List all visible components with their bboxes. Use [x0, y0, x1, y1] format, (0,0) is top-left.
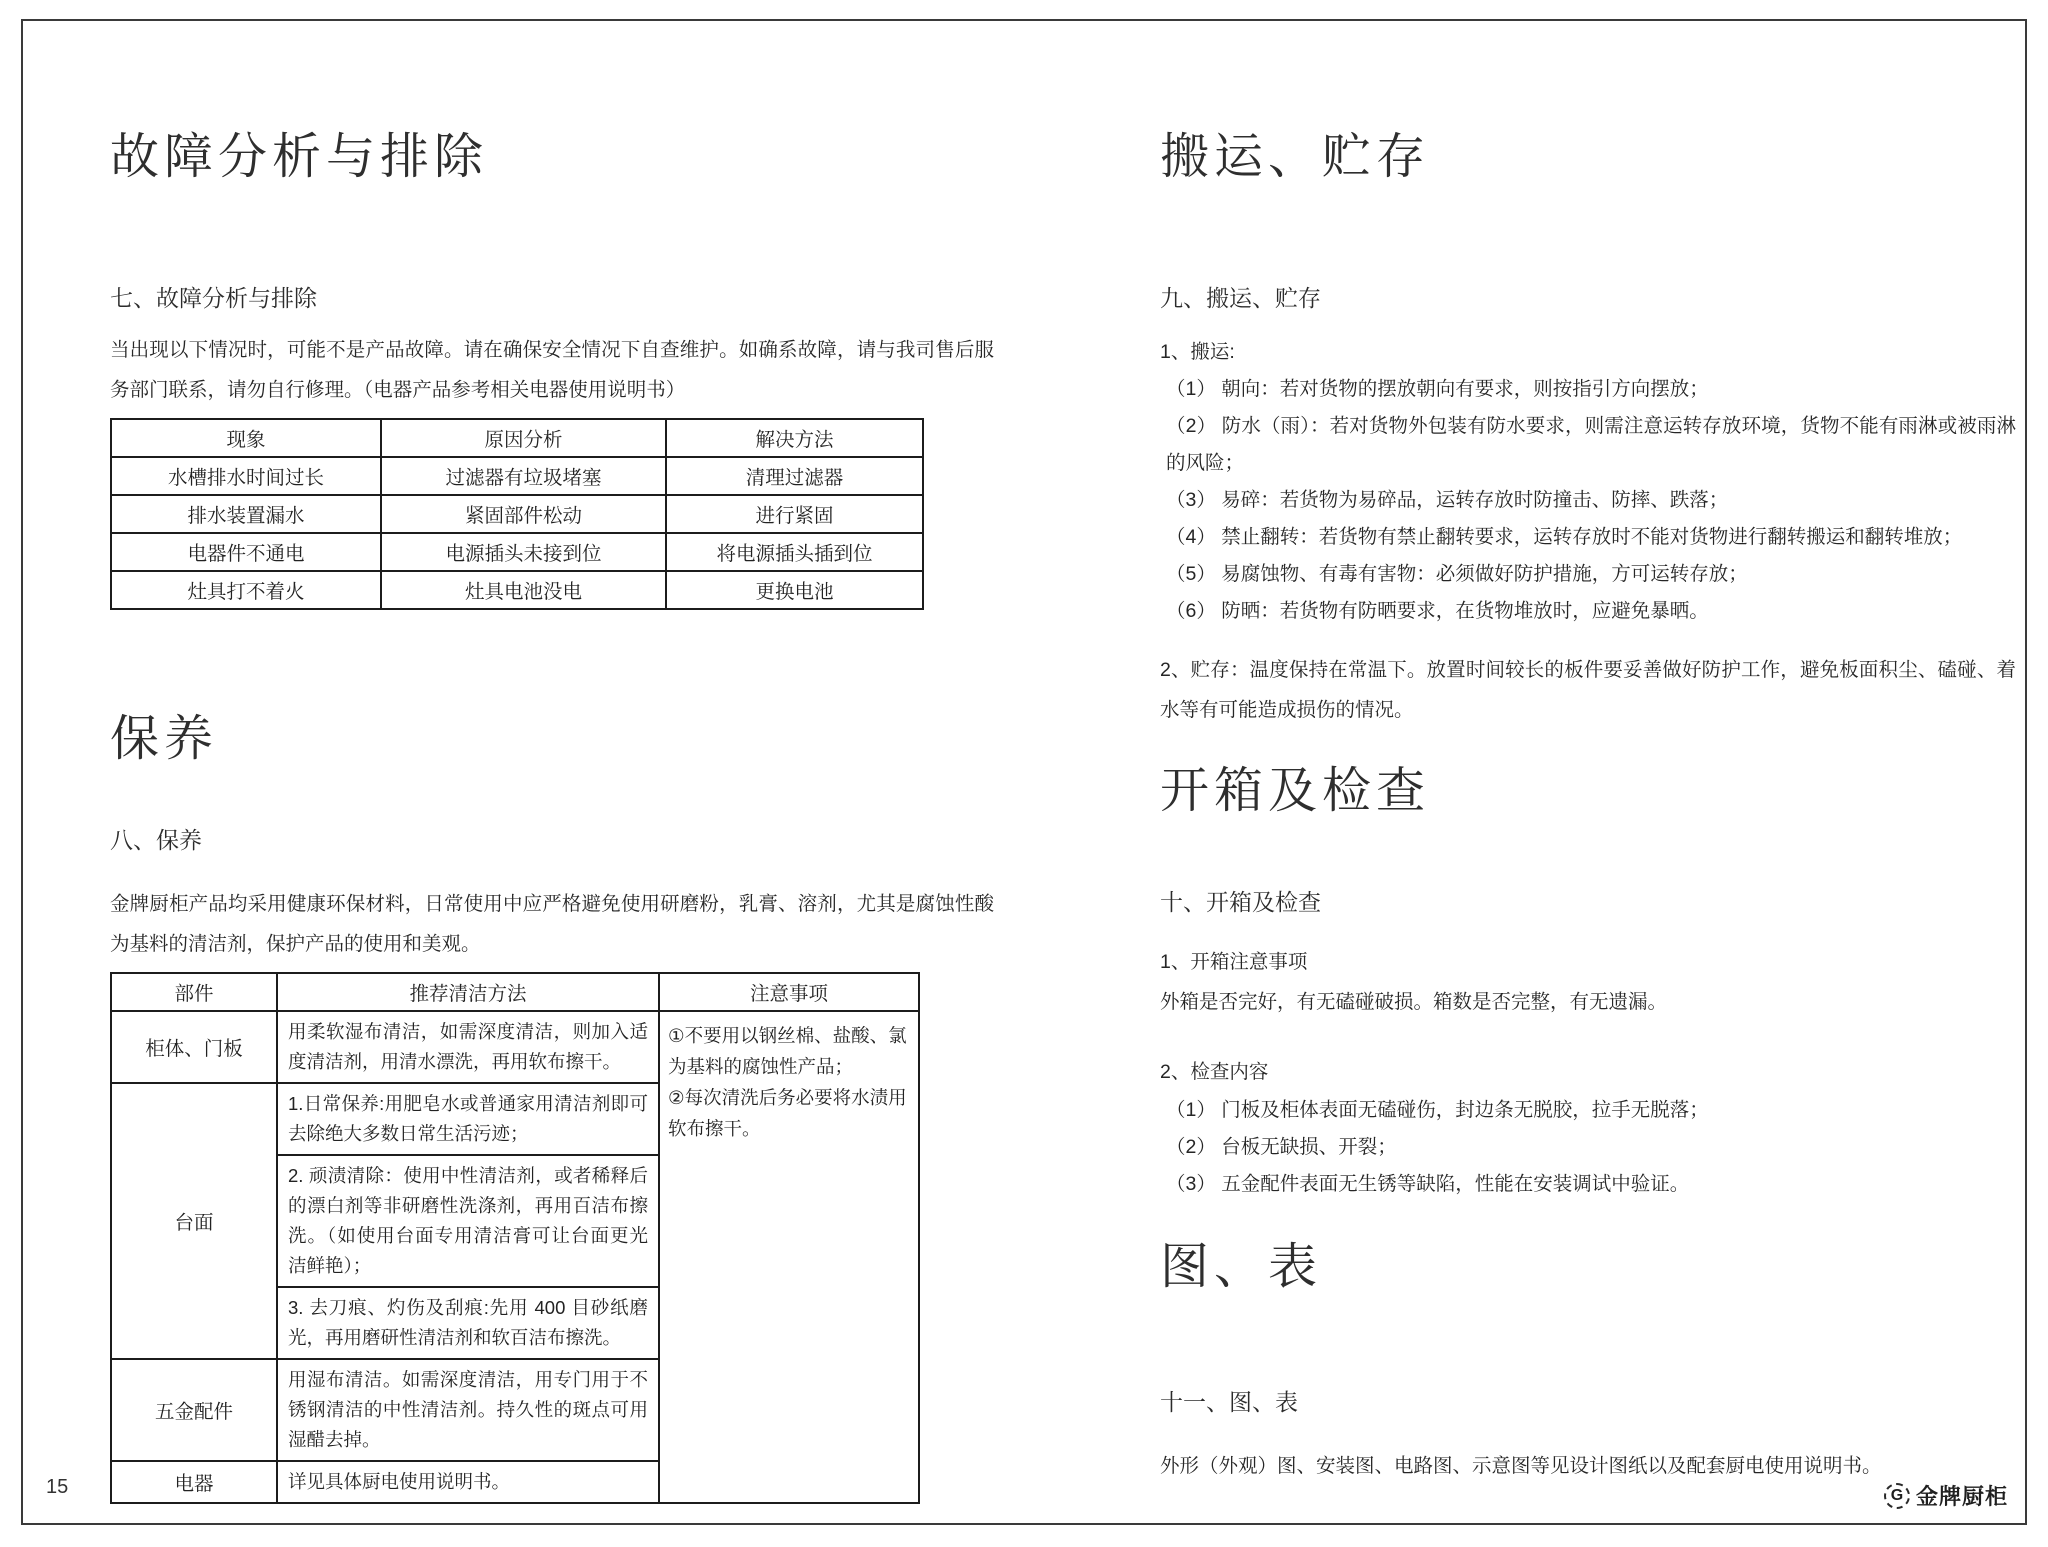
troubleshooting-intro: 当出现以下情况时，可能不是产品故障。请在确保安全情况下自查维护。如确系故障，请与我司售后服务部门联系，请勿自行修理。（电器产品参考相关电器使用说明书） [110, 339, 994, 401]
part-cell: 电器 [111, 1461, 277, 1503]
fault-table-header-row [111, 419, 923, 457]
table-cell: 紧固部件松动 [381, 495, 666, 533]
table-cell: 水槽排水时间过长 [111, 457, 381, 495]
table-row [111, 457, 923, 495]
note-item: ②每次清洗后务必要将水渍用软布擦干。 [668, 1087, 907, 1139]
table-cell: 电源插头未接到位 [381, 533, 666, 571]
unboxing-block [1160, 942, 2016, 1203]
list-item: （3） 五金配件表面无生锈等缺陷，性能在安装调试中验证。 [1166, 1173, 1690, 1195]
list-item: （2） 防水（雨）：若对货物外包装有防水要求，则需注意运转存放环境，货物不能有雨淋或被雨淋的风险； [1166, 415, 2016, 474]
page-number: 15 [46, 1476, 69, 1498]
table-header-cell: 推荐清洁方法 [277, 973, 659, 1011]
method-cell: 2. 顽渍清除：使用中性清洁剂，或者稀释后的漂白剂等非研磨性洗涤剂，再用百洁布擦洗。（如使用台面专用清洁膏可让台面更光洁鲜艳）； [277, 1155, 659, 1287]
list-item: （6） 防晒：若货物有防晒要求，在货物堆放时，应避免暴晒。 [1166, 600, 1709, 622]
heading-care: 八、保养 [110, 827, 202, 853]
table-cell: 电器件不通电 [111, 533, 381, 571]
list-item: （3） 易碎：若货物为易碎品，运转存放时防撞击、防摔、跌落； [1166, 489, 1729, 511]
brand-name: 金牌厨柜 [1916, 1484, 2009, 1509]
table-cell: 灶具电池没电 [381, 571, 666, 609]
section-title-unboxing: 开箱及检查 [1160, 764, 1431, 818]
notes-cell [659, 1011, 919, 1503]
table-cell: 灶具打不着火 [111, 571, 381, 609]
table-cell: 进行紧固 [666, 495, 923, 533]
brand-logo-icon: G [1884, 1483, 1910, 1509]
table-cell: 排水装置漏水 [111, 495, 381, 533]
part-cell: 柜体、门板 [111, 1011, 277, 1083]
heading-troubleshooting: 七、故障分析与排除 [110, 285, 317, 311]
list-item: （2） 台板无缺损、开裂； [1166, 1136, 1397, 1158]
section-title-figures: 图、表 [1160, 1240, 1323, 1294]
unboxing-sub2: 2、检查内容 [1160, 1061, 1269, 1083]
part-cell: 五金配件 [111, 1359, 277, 1461]
table-row [111, 495, 923, 533]
storage-paragraph: 2、贮存：温度保持在常温下。放置时间较长的板件要妥善做好防护工作，避免板面积尘、磕碰、着水等有可能造成损伤的情况。 [1160, 659, 2016, 721]
table-cell: 将电源插头插到位 [666, 533, 923, 571]
section-title-care: 保养 [110, 712, 219, 766]
method-cell: 详见具体厨电使用说明书。 [277, 1461, 659, 1503]
table-row [111, 533, 923, 571]
table-header-cell: 部件 [111, 973, 277, 1011]
unboxing-note: 外箱是否完好，有无磕碰破损。箱数是否完整，有无遗漏。 [1160, 991, 1668, 1013]
method-cell: 用柔软湿布清洁，如需深度清洁，则加入适度清洁剂，用清水漂洗，再用软布擦干。 [277, 1011, 659, 1083]
transport-list-label: 1、搬运: [1160, 341, 1235, 363]
list-item: （5） 易腐蚀物、有毒有害物：必须做好防护措施，方可运转存放； [1166, 563, 1748, 585]
table-header-cell: 原因分析 [381, 419, 666, 457]
table-cell: 更换电池 [666, 571, 923, 609]
table-row [111, 571, 923, 609]
heading-unboxing: 十、开箱及检查 [1160, 889, 1321, 915]
figures-paragraph: 外形（外观）图、安装图、电路图、示意图等见设计图纸以及配套厨电使用说明书。 [1160, 1455, 1882, 1477]
table-header-cell: 现象 [111, 419, 381, 457]
part-cell: 台面 [111, 1083, 277, 1359]
table-header-cell: 注意事项 [659, 973, 919, 1011]
heading-figures: 十一、图、表 [1160, 1389, 1298, 1415]
list-item: （4） 禁止翻转：若货物有禁止翻转要求，运转存放时不能对货物进行翻转搬运和翻转堆放； [1166, 526, 1963, 548]
fault-table [110, 418, 924, 610]
list-item: （1） 门板及柜体表面无磕碰伤，封边条无脱胶，拉手无脱落； [1166, 1099, 1709, 1121]
table-header-cell: 解决方法 [666, 419, 923, 457]
heading-transport: 九、搬运、贮存 [1160, 285, 1321, 311]
brand-logo [1884, 1480, 2008, 1511]
section-title-troubleshooting: 故障分析与排除 [110, 130, 489, 184]
list-item: （1） 朝向：若对货物的摆放朝向有要求，则按指引方向摆放； [1166, 378, 1709, 400]
table-cell: 清理过滤器 [666, 457, 923, 495]
method-cell: 3. 去刀痕、灼伤及刮痕:先用 400 目砂纸磨光，再用磨研性清洁剂和软百洁布擦洗。 [277, 1287, 659, 1359]
transport-list [1160, 334, 2016, 630]
method-cell: 1.日常保养:用肥皂水或普通家用清洁剂即可去除绝大多数日常生活污迹； [277, 1083, 659, 1155]
unboxing-sub1: 1、开箱注意事项 [1160, 951, 1308, 973]
note-item: ①不要用以钢丝棉、盐酸、氯为基料的腐蚀性产品； [668, 1025, 907, 1077]
care-intro: 金牌厨柜产品均采用健康环保材料，日常使用中应严格避免使用研磨粉，乳膏、溶剂，尤其是腐蚀性酸为基料的清洁剂，保护产品的使用和美观。 [110, 893, 994, 955]
section-title-transport: 搬运、贮存 [1160, 130, 1431, 184]
table-row [111, 1011, 919, 1083]
table-cell: 过滤器有垃圾堵塞 [381, 457, 666, 495]
care-table [110, 972, 920, 1504]
care-table-header-row [111, 973, 919, 1011]
method-cell: 用湿布清洁。如需深度清洁，用专门用于不锈钢清洁的中性清洁剂。持久性的斑点可用湿醋去掉。 [277, 1359, 659, 1461]
